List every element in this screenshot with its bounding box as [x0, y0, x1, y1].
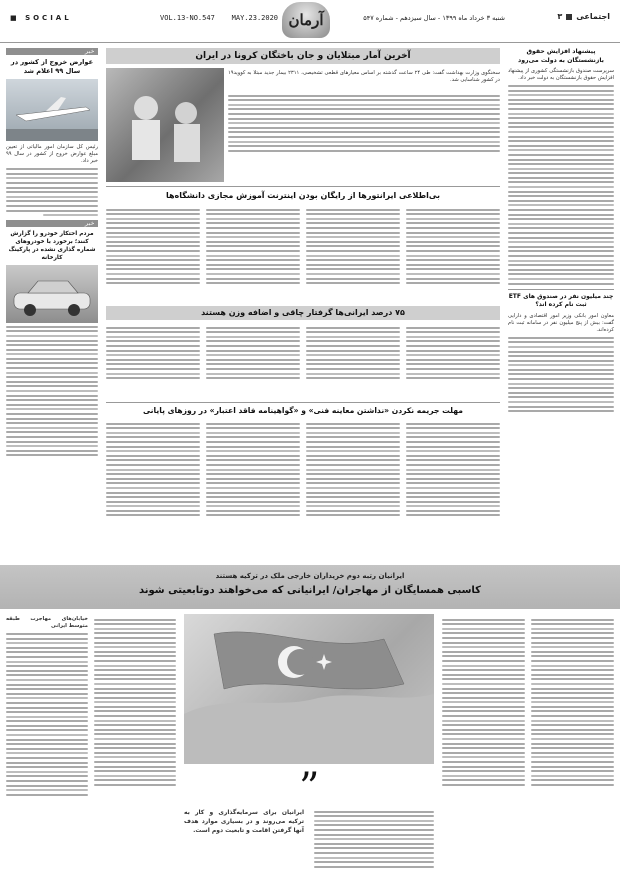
right-story2-text: معاون امور بانکی وزیر امور اقتصادی و دارایی گفت: بیش از پنج میلیون نفر در سامانه ثبت نام کرده‌اند.: [508, 312, 614, 333]
feature-left-text: [6, 616, 176, 878]
third-story-headline-band: [106, 306, 500, 320]
medical-staff-icon: [106, 68, 224, 182]
issue-date: MAY.23.2020: [231, 14, 279, 22]
pull-quote-text: ایرانیان برای سرمایه‌گذاری و کار به ترکیه می‌روند و در بسیاری موارد هدف آنها گرفتن اقامت و تابعیت دوم است.: [184, 809, 304, 834]
page-number: ۳: [557, 12, 563, 21]
car-photo: [6, 265, 98, 323]
divider: [106, 186, 500, 187]
feature-left-subhead: خیابان‌های مهاجرت طبقه متوسط ایرانی: [6, 616, 88, 630]
right-column: [508, 48, 614, 593]
feature-title: کاسبی همسایگان از مهاجران/ ایرانیانی که می‌خواهند دوتابعیتی شوند: [138, 585, 481, 596]
right-story1-text: سرپرست صندوق بازنشستگی کشوری از پیشنهاد افزایش حقوق بازنشستگان به دولت خبر داد.: [508, 68, 614, 82]
airplane-icon: [6, 79, 98, 141]
newspaper-logo: [282, 2, 330, 38]
third-story-title: ۷۵ درصد ایرانی‌ها گرفتار چاقی و اضافه وزن هستند: [201, 308, 405, 317]
left-story2-body: [6, 326, 98, 457]
page-header: [0, 0, 620, 43]
left-story1-body: [6, 168, 98, 216]
turkey-flag-icon: [184, 614, 434, 764]
fourth-story-title: مهلت جریمه نکردن «نداشتن معاینه فنی» و «گواهینامه فاقد اعتبار» در روزهای پایانی: [143, 406, 463, 415]
section-name: اجتماعی: [576, 12, 610, 21]
volume-date: [160, 14, 278, 22]
right-story1-body: [508, 85, 614, 285]
right-story2-title: چند میلیون نفر در صندوق های ETF ثبت نام کرده اند؟: [508, 289, 614, 310]
left-story1-title: عوارض خروج از کشور در سال ۹۹ اعلام شد: [10, 58, 94, 75]
airplane-photo: [6, 79, 98, 141]
square-icon: [566, 14, 572, 20]
second-story-title: بی‌اطلاعی ایرانتورها از رایگان بودن اینترنت آموزش مجازی دانشگاه‌ها: [166, 191, 440, 200]
turkey-map-image: [184, 614, 434, 764]
pull-quote-side-text: [314, 808, 434, 870]
top-story-headline-band: [106, 48, 500, 64]
hospital-photo: [106, 68, 224, 182]
top-story-body: [228, 92, 500, 154]
right-story2-body: [508, 337, 614, 413]
car-icon: [6, 265, 98, 323]
section-label-text: SOCIAL: [25, 14, 72, 22]
left-story2-title: مردم احتکار خودرو را گزارش کنند؛ برخورد با خودروهای شماره گذاری نشده در پارکینگ کارخانه: [8, 231, 96, 262]
right-story1-title: پیشنهاد افزایش حقوق بازنشستگان به دولت می‌رود: [518, 48, 604, 64]
section-label: ■ SOCIAL: [10, 14, 72, 22]
pull-quote-block: [184, 765, 434, 878]
logo-text: آرمان: [288, 11, 324, 29]
left-column: [6, 48, 98, 593]
feature-banner: [0, 565, 620, 609]
top-story-lead: سخنگوی وزارت بهداشت گفت: طی ۲۴ ساعت گذشته بر اساس معیارهای قطعی تشخیصی، ۲۳۱۱ بیمار جدید مبتلا به کووید۱۹ در کشور شناسایی شد.: [228, 70, 500, 84]
feature-right-text: [442, 616, 614, 878]
third-story-body: [106, 324, 500, 398]
left-story1-text: رئیس کل سازمان امور مالیاتی از تعیین مبلغ عوارض خروج از کشور در سال ۹۹ خبر داد.: [6, 144, 98, 165]
fourth-story-body: [106, 420, 500, 548]
top-story-title: آخرین آمار مبتلایان و جان باختگان کرونا در ایران: [195, 51, 411, 61]
issue-line: شنبه ۳ خرداد ماه ۱۳۹۹ - سال سیزدهم - شماره ۵۴۷: [363, 14, 505, 22]
feature-kicker: ایرانیان رتبه دوم خریداران خارجی ملک در ترکیه هستند: [215, 572, 405, 580]
volume-number: VOL.13-NO.547: [160, 14, 215, 22]
page-section: [557, 12, 610, 21]
news-tag-2: خبر: [6, 220, 98, 227]
second-story-body: [106, 206, 500, 304]
quote-mark-icon: ”: [299, 765, 320, 811]
news-tag: خبر: [6, 48, 98, 55]
divider-2: [106, 402, 500, 403]
